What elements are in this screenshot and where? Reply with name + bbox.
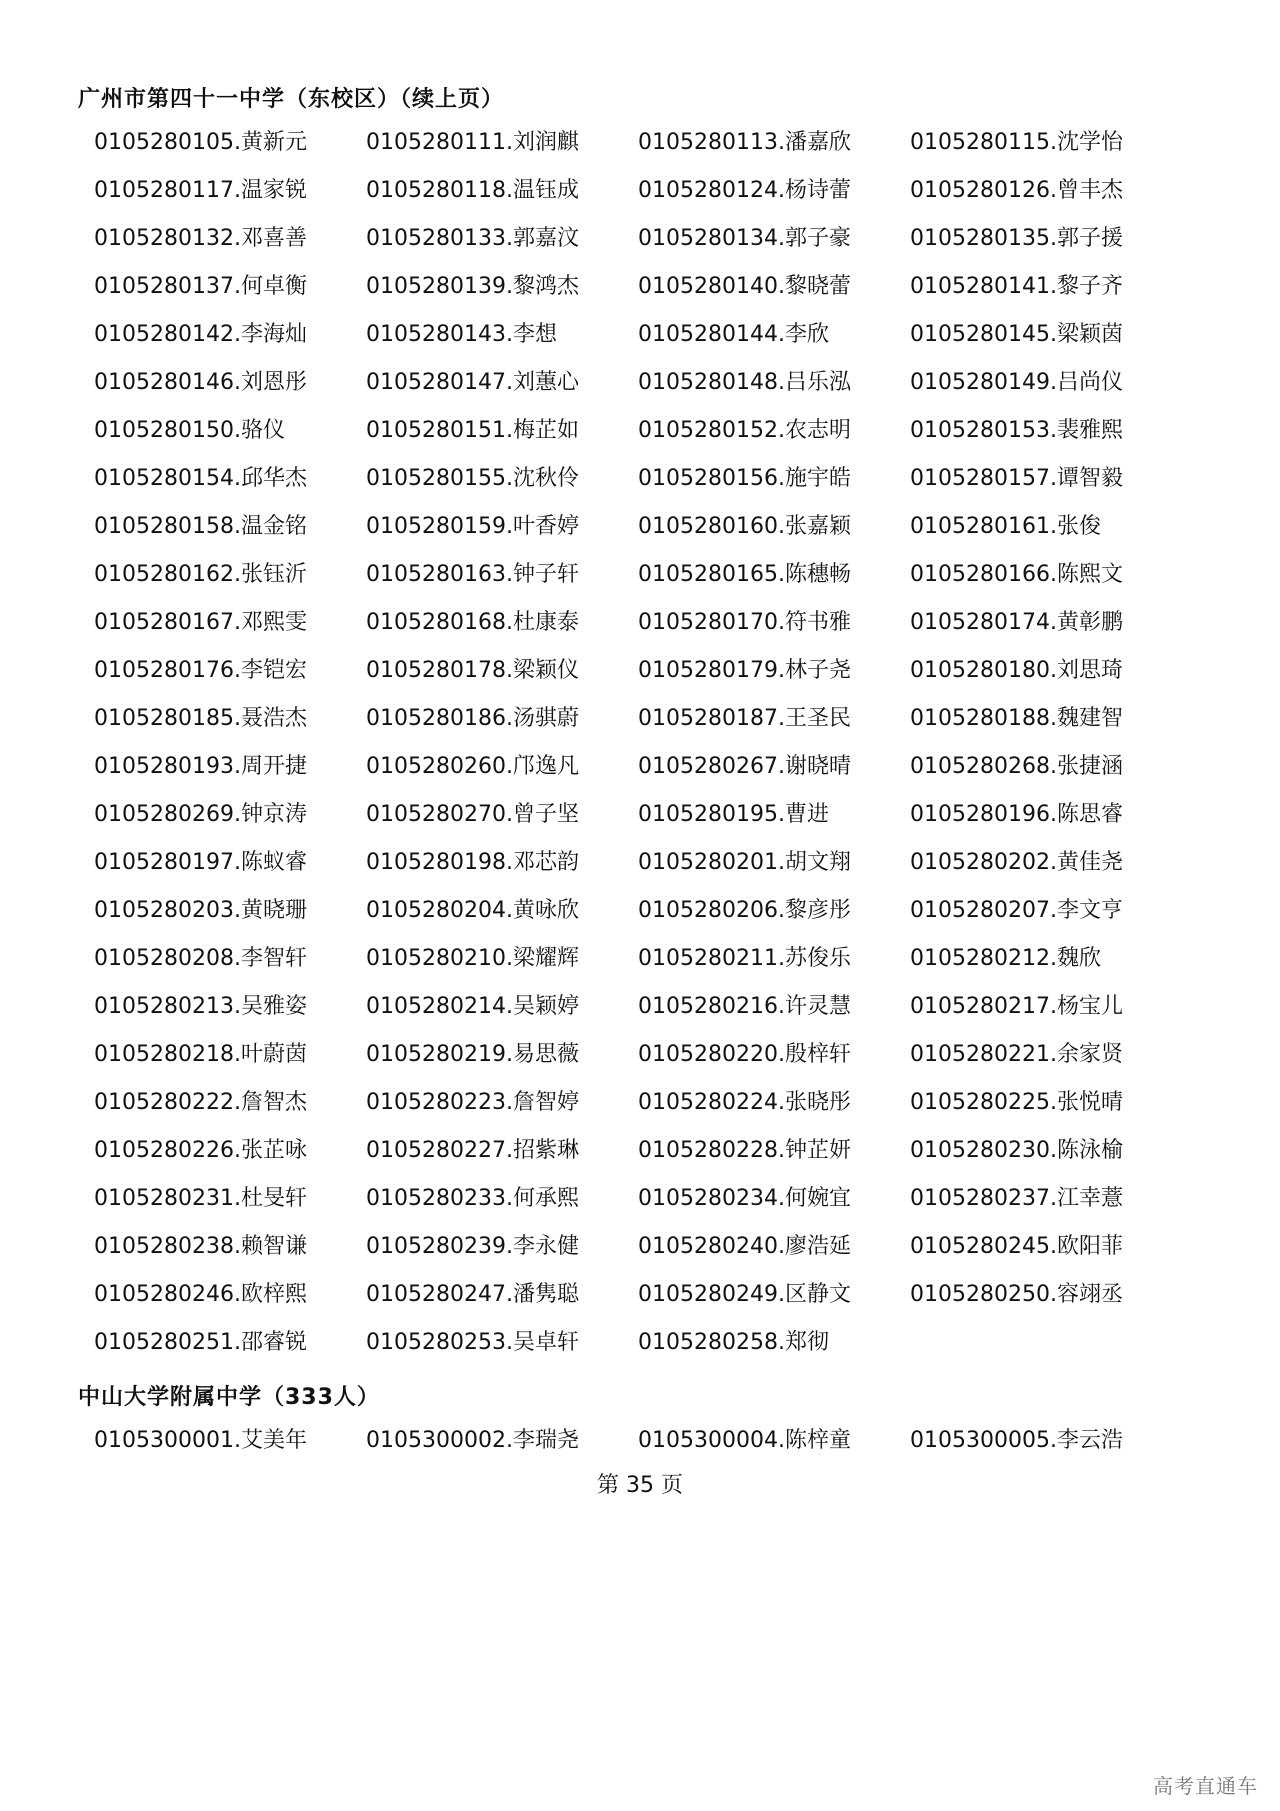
student-entry: 0105280238.赖智谦 — [94, 1233, 307, 1259]
student-entry: 0105280206.黎彦彤 — [638, 897, 851, 923]
list-row — [94, 164, 1224, 212]
student-entry: 0105280203.黄晓珊 — [94, 897, 307, 923]
list-row — [94, 1028, 1224, 1076]
list-row — [94, 884, 1224, 932]
student-entry: 0105280210.梁耀辉 — [366, 945, 579, 971]
list-row — [94, 644, 1224, 692]
student-entry: 0105280208.李智轩 — [94, 945, 307, 971]
student-entry: 0105280179.林子尧 — [638, 657, 851, 683]
student-entry: 0105280234.何婉宜 — [638, 1185, 851, 1211]
student-entry: 0105280152.农志明 — [638, 417, 851, 443]
student-entry: 0105280260.邝逸凡 — [366, 753, 579, 779]
student-entry: 0105280137.何卓衡 — [94, 273, 307, 299]
student-entry: 0105280207.李文亨 — [910, 897, 1123, 923]
student-entry: 0105280150.骆仪 — [94, 417, 285, 443]
student-entry: 0105280258.郑彻 — [638, 1329, 829, 1355]
student-entry: 0105280198.邓芯韵 — [366, 849, 579, 875]
list-row — [94, 356, 1224, 404]
student-entry: 0105280193.周开捷 — [94, 753, 307, 779]
student-entry: 0105280158.温金铭 — [94, 513, 307, 539]
student-entry: 0105280151.梅芷如 — [366, 417, 579, 443]
student-entry: 0105280226.张芷咏 — [94, 1137, 307, 1163]
list-row — [94, 1172, 1224, 1220]
student-entry: 0105280223.詹智婷 — [366, 1089, 579, 1115]
student-entry: 0105280160.张嘉颖 — [638, 513, 851, 539]
student-entry: 0105280111.刘润麒 — [366, 129, 579, 155]
student-entry: 0105280176.李铠宏 — [94, 657, 307, 683]
student-entry: 0105280148.吕乐泓 — [638, 369, 851, 395]
student-entry: 0105280166.陈熙文 — [910, 561, 1123, 587]
student-entry: 0105280147.刘蕙心 — [366, 369, 579, 395]
student-entry: 0105280105.黄新元 — [94, 129, 307, 155]
student-entry: 0105280149.吕尚仪 — [910, 369, 1123, 395]
student-entry: 0105280117.温家锐 — [94, 177, 307, 203]
student-entry: 0105300004.陈梓童 — [638, 1427, 851, 1453]
student-entry: 0105280118.温钰成 — [366, 177, 579, 203]
student-entry: 0105280186.汤骐蔚 — [366, 705, 579, 731]
section-heading-sysu-affiliated: 中山大学附属中学（333人） — [78, 1385, 380, 1410]
student-entry: 0105280195.曹进 — [638, 801, 829, 827]
student-entry: 0105280144.李欣 — [638, 321, 829, 347]
student-entry: 0105280187.王圣民 — [638, 705, 851, 731]
student-entry: 0105280233.何承熙 — [366, 1185, 579, 1211]
student-entry: 0105280216.许灵慧 — [638, 993, 851, 1019]
list-row — [94, 596, 1224, 644]
student-entry: 0105280162.张钰沂 — [94, 561, 307, 587]
student-entry: 0105280237.江幸薏 — [910, 1185, 1123, 1211]
student-entry: 0105280115.沈学怡 — [910, 129, 1123, 155]
list-row — [94, 1076, 1224, 1124]
student-entry: 0105300002.李瑞尧 — [366, 1427, 579, 1453]
student-entry: 0105280163.钟子轩 — [366, 561, 579, 587]
student-entry: 0105280219.易思薇 — [366, 1041, 579, 1067]
student-entry: 0105280212.魏欣 — [910, 945, 1101, 971]
student-entry: 0105280251.邵睿锐 — [94, 1329, 307, 1355]
watermark: 高考直通车 — [1153, 1774, 1258, 1798]
student-entry: 0105280224.张晓彤 — [638, 1089, 851, 1115]
student-entry: 0105280211.苏俊乐 — [638, 945, 851, 971]
student-entry: 0105280225.张悦晴 — [910, 1089, 1123, 1115]
student-entry: 0105280143.李想 — [366, 321, 557, 347]
student-entry: 0105280133.郭嘉汶 — [366, 225, 579, 251]
student-entry: 0105280157.谭智毅 — [910, 465, 1123, 491]
student-list-sysu-affiliated — [94, 1414, 1224, 1462]
student-entry: 0105280197.陈蚁睿 — [94, 849, 307, 875]
student-entry: 0105280153.裴雅熙 — [910, 417, 1123, 443]
list-row — [94, 548, 1224, 596]
student-entry: 0105280204.黄咏欣 — [366, 897, 579, 923]
list-row — [94, 740, 1224, 788]
list-row — [94, 788, 1224, 836]
student-entry: 0105280168.杜康泰 — [366, 609, 579, 635]
student-entry: 0105300001.艾美年 — [94, 1427, 307, 1453]
student-entry: 0105280146.刘恩彤 — [94, 369, 307, 395]
student-entry: 0105280161.张俊 — [910, 513, 1101, 539]
student-entry: 0105280167.邓熙雯 — [94, 609, 307, 635]
student-entry: 0105280231.杜旻轩 — [94, 1185, 307, 1211]
list-row — [94, 452, 1224, 500]
student-entry: 0105280270.曾子坚 — [366, 801, 579, 827]
student-entry: 0105280220.殷梓轩 — [638, 1041, 851, 1067]
student-entry: 0105280188.魏建智 — [910, 705, 1123, 731]
student-entry: 0105300005.李云浩 — [910, 1427, 1123, 1453]
list-row — [94, 932, 1224, 980]
student-entry: 0105280155.沈秋伶 — [366, 465, 579, 491]
student-entry: 0105280239.李永健 — [366, 1233, 579, 1259]
student-entry: 0105280174.黄彰鹏 — [910, 609, 1123, 635]
student-entry: 0105280126.曾丰杰 — [910, 177, 1123, 203]
student-entry: 0105280202.黄佳尧 — [910, 849, 1123, 875]
student-entry: 0105280170.符书雅 — [638, 609, 851, 635]
student-entry: 0105280245.欧阳菲 — [910, 1233, 1123, 1259]
student-entry: 0105280141.黎子齐 — [910, 273, 1123, 299]
list-row — [94, 836, 1224, 884]
student-entry: 0105280240.廖浩延 — [638, 1233, 851, 1259]
student-entry: 0105280159.叶香婷 — [366, 513, 579, 539]
student-entry: 0105280218.叶蔚茵 — [94, 1041, 307, 1067]
student-entry: 0105280268.张捷涵 — [910, 753, 1123, 779]
student-entry: 0105280230.陈泳榆 — [910, 1137, 1123, 1163]
student-entry: 0105280269.钟京涛 — [94, 801, 307, 827]
student-entry: 0105280142.李海灿 — [94, 321, 307, 347]
student-entry: 0105280113.潘嘉欣 — [638, 129, 851, 155]
list-row — [94, 1414, 1224, 1462]
student-entry: 0105280145.梁颖茵 — [910, 321, 1123, 347]
student-entry: 0105280250.容翊丞 — [910, 1281, 1123, 1307]
student-list-school-41 — [94, 116, 1224, 1364]
section-heading-school-41: 广州市第四十一中学（东校区）（续上页） — [78, 87, 505, 112]
student-entry: 0105280213.吴雅姿 — [94, 993, 307, 1019]
student-entry: 0105280247.潘隽聪 — [366, 1281, 579, 1307]
list-row — [94, 116, 1224, 164]
student-entry: 0105280246.欧梓熙 — [94, 1281, 307, 1307]
list-row — [94, 692, 1224, 740]
student-entry: 0105280196.陈思睿 — [910, 801, 1123, 827]
student-entry: 0105280178.梁颖仪 — [366, 657, 579, 683]
student-entry: 0105280214.吴颖婷 — [366, 993, 579, 1019]
student-entry: 0105280139.黎鸿杰 — [366, 273, 579, 299]
student-entry: 0105280201.胡文翔 — [638, 849, 851, 875]
list-row — [94, 500, 1224, 548]
student-entry: 0105280227.招紫琳 — [366, 1137, 579, 1163]
student-entry: 0105280135.郭子援 — [910, 225, 1123, 251]
student-entry: 0105280132.邓喜善 — [94, 225, 307, 251]
student-entry: 0105280185.聂浩杰 — [94, 705, 307, 731]
student-entry: 0105280180.刘思琦 — [910, 657, 1123, 683]
student-entry: 0105280228.钟芷妍 — [638, 1137, 851, 1163]
list-row — [94, 1124, 1224, 1172]
list-row — [94, 1268, 1224, 1316]
student-entry: 0105280134.郭子豪 — [638, 225, 851, 251]
student-entry: 0105280156.施宇皓 — [638, 465, 851, 491]
list-row — [94, 980, 1224, 1028]
list-row — [94, 308, 1224, 356]
student-entry: 0105280154.邱华杰 — [94, 465, 307, 491]
list-row — [94, 212, 1224, 260]
page-number: 第 35 页 — [597, 1473, 683, 1498]
student-entry: 0105280267.谢晓晴 — [638, 753, 851, 779]
student-entry: 0105280124.杨诗蕾 — [638, 177, 851, 203]
list-row — [94, 260, 1224, 308]
list-row — [94, 1316, 1224, 1364]
student-entry: 0105280217.杨宝儿 — [910, 993, 1123, 1019]
student-entry: 0105280221.余家贤 — [910, 1041, 1123, 1067]
list-row — [94, 1220, 1224, 1268]
list-row — [94, 404, 1224, 452]
student-entry: 0105280165.陈穗畅 — [638, 561, 851, 587]
student-entry: 0105280249.区静文 — [638, 1281, 851, 1307]
student-entry: 0105280222.詹智杰 — [94, 1089, 307, 1115]
student-entry: 0105280253.吴卓轩 — [366, 1329, 579, 1355]
student-entry: 0105280140.黎晓蕾 — [638, 273, 851, 299]
